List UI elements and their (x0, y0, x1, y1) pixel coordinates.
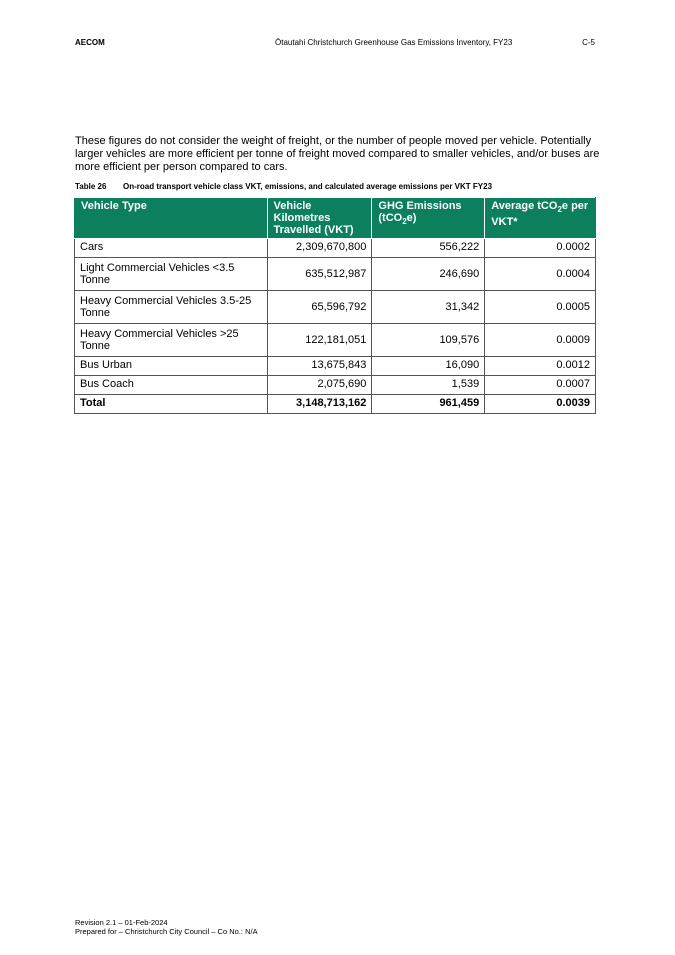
cell-ghg: 109,576 (372, 324, 485, 357)
cell-vkt: 635,512,987 (267, 258, 372, 291)
table-row (75, 291, 596, 324)
cell-ghg: 246,690 (372, 258, 485, 291)
table-row (75, 239, 596, 258)
cell-vehicle-type: Bus Urban (75, 357, 268, 376)
header-vehicle-type: Vehicle Type (75, 198, 268, 239)
page-number: C-5 (582, 38, 595, 47)
cell-total-ghg: 961,459 (372, 395, 485, 414)
cell-total-avg: 0.0039 (485, 395, 596, 414)
prepared-for-line: Prepared for – Christchurch City Council – Co No.: N/A (75, 927, 258, 936)
cell-vkt: 2,309,670,800 (267, 239, 372, 258)
cell-vehicle-type: Heavy Commercial Vehicles >25 Tonne (75, 324, 268, 357)
cell-ghg: 31,342 (372, 291, 485, 324)
page-header (75, 38, 595, 52)
table-total-row (75, 395, 596, 414)
cell-vehicle-type: Light Commercial Vehicles <3.5 Tonne (75, 258, 268, 291)
revision-line: Revision 2.1 – 01-Feb-2024 (75, 918, 168, 927)
table-row (75, 324, 596, 357)
table-row (75, 258, 596, 291)
intro-text: These figures do not consider the weight of freight, or the number of people moved per vehicle. Potentially larger vehicles are more efficient per tonne of freight moved compared to smaller vehicles, and/or buses are more efficient per person compared to cars. (75, 135, 600, 173)
company-name: AECOM (75, 38, 105, 47)
cell-vkt: 2,075,690 (267, 376, 372, 395)
cell-vkt: 65,596,792 (267, 291, 372, 324)
cell-vehicle-type: Bus Coach (75, 376, 268, 395)
table-row (75, 376, 596, 395)
header-ghg-emissions: GHG Emissions (tCO$_2$e) (372, 198, 485, 239)
table-title: On-road transport vehicle class VKT, emissions, and calculated average emissions per VKT FY23 (123, 182, 493, 191)
table-number: Table 26 (75, 182, 107, 191)
table-caption (75, 182, 600, 191)
cell-total-vkt: 3,148,713,162 (267, 395, 372, 414)
table-header-row (75, 198, 596, 239)
vehicle-emissions-table (74, 197, 596, 414)
cell-vehicle-type: Cars (75, 239, 268, 258)
cell-avg: 0.0007 (485, 376, 596, 395)
table-row (75, 357, 596, 376)
cell-ghg: 1,539 (372, 376, 485, 395)
cell-avg: 0.0005 (485, 291, 596, 324)
cell-avg: 0.0002 (485, 239, 596, 258)
page-footer (75, 918, 475, 936)
cell-avg: 0.0012 (485, 357, 596, 376)
cell-vkt: 122,181,051 (267, 324, 372, 357)
document-title: Ōtautahi Christchurch Greenhouse Gas Emissions Inventory, FY23 (275, 38, 513, 47)
cell-vkt: 13,675,843 (267, 357, 372, 376)
header-vkt: Vehicle Kilometres Travelled (VKT) (267, 198, 372, 239)
cell-vehicle-type: Heavy Commercial Vehicles 3.5-25 Tonne (75, 291, 268, 324)
cell-avg: 0.0009 (485, 324, 596, 357)
cell-ghg: 16,090 (372, 357, 485, 376)
header-average-per-vkt: Average tCO$_2$e per VKT* (485, 198, 596, 239)
cell-ghg: 556,222 (372, 239, 485, 258)
cell-total-label: Total (75, 395, 268, 414)
cell-avg: 0.0004 (485, 258, 596, 291)
intro-paragraph (75, 135, 600, 174)
